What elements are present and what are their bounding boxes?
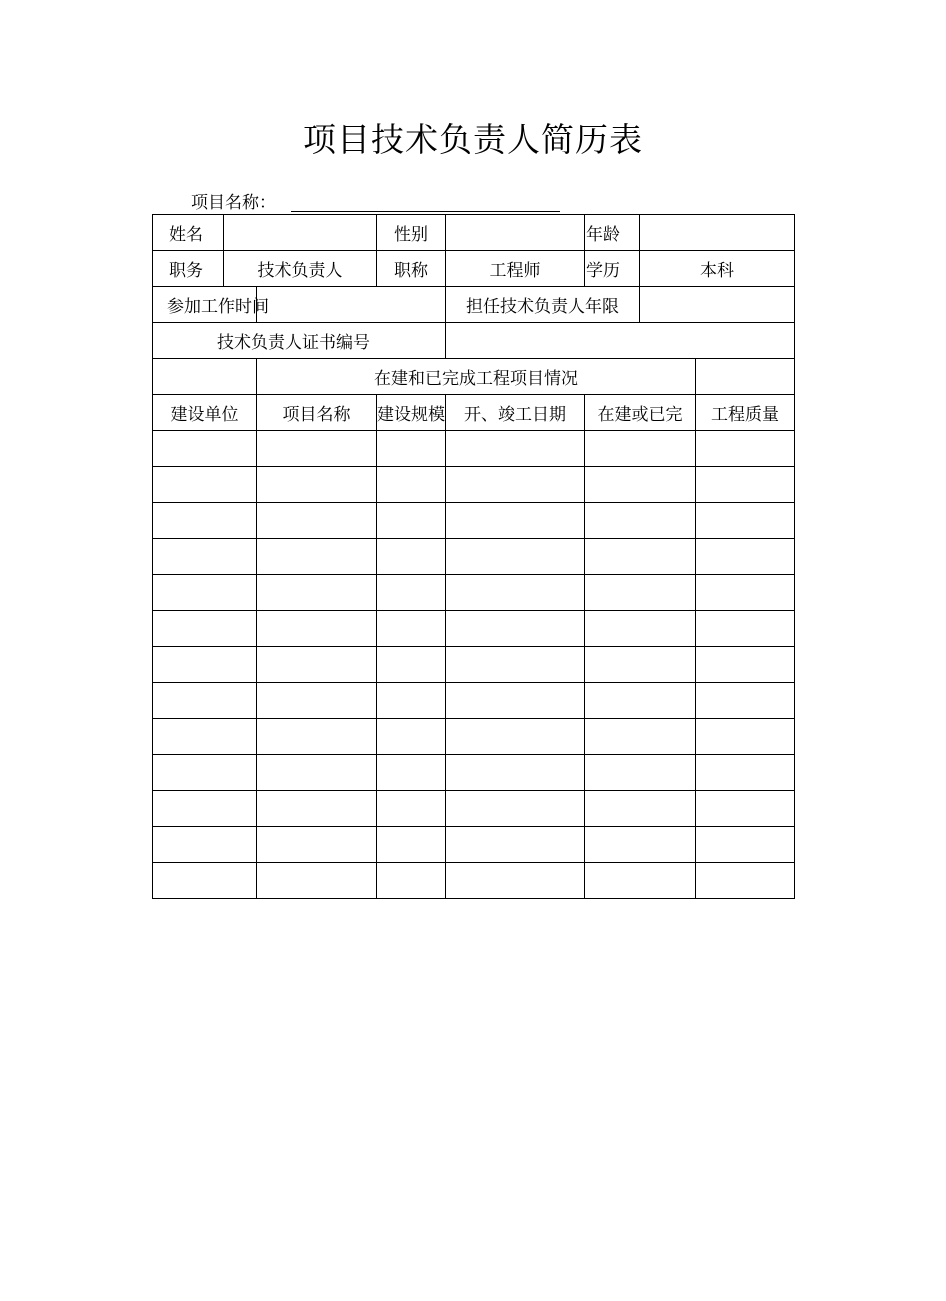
table-cell[interactable]	[377, 719, 446, 755]
column-header: 工程质量	[696, 395, 795, 431]
table-cell[interactable]	[153, 863, 257, 899]
table-cell[interactable]	[377, 539, 446, 575]
table-cell[interactable]	[585, 503, 696, 539]
table-row	[153, 863, 795, 899]
table-cell[interactable]	[446, 467, 585, 503]
table-cell[interactable]	[446, 647, 585, 683]
table-row	[153, 647, 795, 683]
table-cell[interactable]	[696, 683, 795, 719]
table-cell[interactable]	[585, 791, 696, 827]
table-row	[153, 683, 795, 719]
table-cell[interactable]	[153, 683, 257, 719]
table-cell[interactable]	[696, 539, 795, 575]
table-cell[interactable]	[696, 791, 795, 827]
table-cell[interactable]	[585, 539, 696, 575]
table-cell[interactable]	[257, 719, 377, 755]
table-cell[interactable]	[696, 503, 795, 539]
info-row-work	[153, 287, 795, 323]
table-cell[interactable]	[377, 755, 446, 791]
title-value[interactable]: 工程师	[446, 251, 585, 287]
project-name-label: 项目名称：	[191, 193, 276, 213]
table-cell[interactable]	[377, 611, 446, 647]
table-cell[interactable]	[257, 431, 377, 467]
table-cell[interactable]	[153, 431, 257, 467]
projects-header-row	[153, 395, 795, 431]
table-cell[interactable]	[377, 791, 446, 827]
name-value[interactable]	[224, 215, 377, 251]
table-cell[interactable]	[257, 683, 377, 719]
table-cell[interactable]	[696, 827, 795, 863]
table-cell[interactable]	[696, 611, 795, 647]
table-row	[153, 719, 795, 755]
cert-label: 技术负责人证书编号	[153, 323, 446, 359]
table-cell[interactable]	[377, 827, 446, 863]
table-cell[interactable]	[585, 827, 696, 863]
education-label: 学历	[585, 251, 640, 287]
table-cell[interactable]	[257, 611, 377, 647]
section-blank-left	[153, 359, 257, 395]
table-cell[interactable]	[153, 539, 257, 575]
info-row-basic	[153, 215, 795, 251]
table-cell[interactable]	[377, 575, 446, 611]
name-label: 姓名	[153, 215, 224, 251]
tenure-label: 担任技术负责人年限	[446, 287, 640, 323]
table-cell[interactable]	[257, 827, 377, 863]
table-row	[153, 467, 795, 503]
table-cell[interactable]	[377, 503, 446, 539]
table-row	[153, 791, 795, 827]
table-row	[153, 431, 795, 467]
table-cell[interactable]	[585, 611, 696, 647]
table-cell[interactable]	[446, 431, 585, 467]
table-cell[interactable]	[696, 575, 795, 611]
table-cell[interactable]	[446, 827, 585, 863]
table-cell[interactable]	[257, 755, 377, 791]
table-cell[interactable]	[585, 683, 696, 719]
table-cell[interactable]	[446, 791, 585, 827]
table-cell[interactable]	[257, 863, 377, 899]
table-cell[interactable]	[446, 611, 585, 647]
table-cell[interactable]	[377, 431, 446, 467]
page-title: 项目技术负责人简历表	[303, 120, 643, 159]
position-label: 职务	[153, 251, 224, 287]
table-cell[interactable]	[257, 503, 377, 539]
column-header: 建设单位	[153, 395, 257, 431]
table-cell[interactable]	[585, 467, 696, 503]
table-cell[interactable]	[153, 575, 257, 611]
table-cell[interactable]	[153, 719, 257, 755]
table-cell[interactable]	[696, 431, 795, 467]
column-header: 在建或已完	[585, 395, 696, 431]
table-cell[interactable]	[585, 755, 696, 791]
age-value[interactable]	[640, 215, 795, 251]
project-rows	[153, 431, 795, 899]
table-row	[153, 575, 795, 611]
gender-value[interactable]	[446, 215, 585, 251]
table-cell[interactable]	[696, 755, 795, 791]
table-cell[interactable]	[377, 467, 446, 503]
table-row	[153, 827, 795, 863]
work-start-value[interactable]	[257, 287, 446, 323]
table-row	[153, 539, 795, 575]
column-header: 项目名称	[257, 395, 377, 431]
table-cell[interactable]	[446, 863, 585, 899]
age-label: 年龄	[585, 215, 640, 251]
table-row	[153, 611, 795, 647]
table-cell[interactable]	[696, 863, 795, 899]
table-cell[interactable]	[696, 647, 795, 683]
projects-section-title: 在建和已完成工程项目情况	[257, 359, 696, 395]
table-cell[interactable]	[446, 755, 585, 791]
education-value[interactable]: 本科	[640, 251, 795, 287]
project-name-field[interactable]	[291, 211, 560, 212]
title-label: 职称	[377, 251, 446, 287]
column-header: 开、竣工日期	[446, 395, 585, 431]
position-value[interactable]: 技术负责人	[224, 251, 377, 287]
table-cell[interactable]	[153, 467, 257, 503]
table-row	[153, 755, 795, 791]
table-cell[interactable]	[446, 539, 585, 575]
table-cell[interactable]	[153, 827, 257, 863]
info-row-cert	[153, 323, 795, 359]
table-cell[interactable]	[257, 791, 377, 827]
info-row-position	[153, 251, 795, 287]
table-cell[interactable]	[377, 683, 446, 719]
table-cell[interactable]	[696, 719, 795, 755]
table-cell[interactable]	[377, 647, 446, 683]
table-cell[interactable]	[446, 503, 585, 539]
tenure-value[interactable]	[640, 287, 795, 323]
projects-section-row	[153, 359, 795, 395]
cert-value[interactable]	[446, 323, 795, 359]
table-cell[interactable]	[585, 575, 696, 611]
resume-table	[152, 214, 795, 899]
table-cell[interactable]	[153, 611, 257, 647]
table-cell[interactable]	[585, 647, 696, 683]
table-cell[interactable]	[446, 683, 585, 719]
work-start-label: 参加工作时间	[153, 287, 257, 323]
table-row	[153, 503, 795, 539]
section-blank-right	[696, 359, 795, 395]
table-cell[interactable]	[257, 467, 377, 503]
table-cell[interactable]	[585, 863, 696, 899]
table-cell[interactable]	[446, 719, 585, 755]
gender-label: 性别	[377, 215, 446, 251]
column-header: 建设规模	[377, 395, 446, 431]
table-cell[interactable]	[696, 467, 795, 503]
table-cell[interactable]	[257, 539, 377, 575]
table-cell[interactable]	[153, 755, 257, 791]
table-cell[interactable]	[585, 719, 696, 755]
table-cell[interactable]	[153, 647, 257, 683]
table-cell[interactable]	[153, 791, 257, 827]
table-cell[interactable]	[377, 863, 446, 899]
table-cell[interactable]	[153, 503, 257, 539]
table-cell[interactable]	[257, 575, 377, 611]
table-cell[interactable]	[257, 647, 377, 683]
table-cell[interactable]	[585, 431, 696, 467]
table-cell[interactable]	[446, 575, 585, 611]
